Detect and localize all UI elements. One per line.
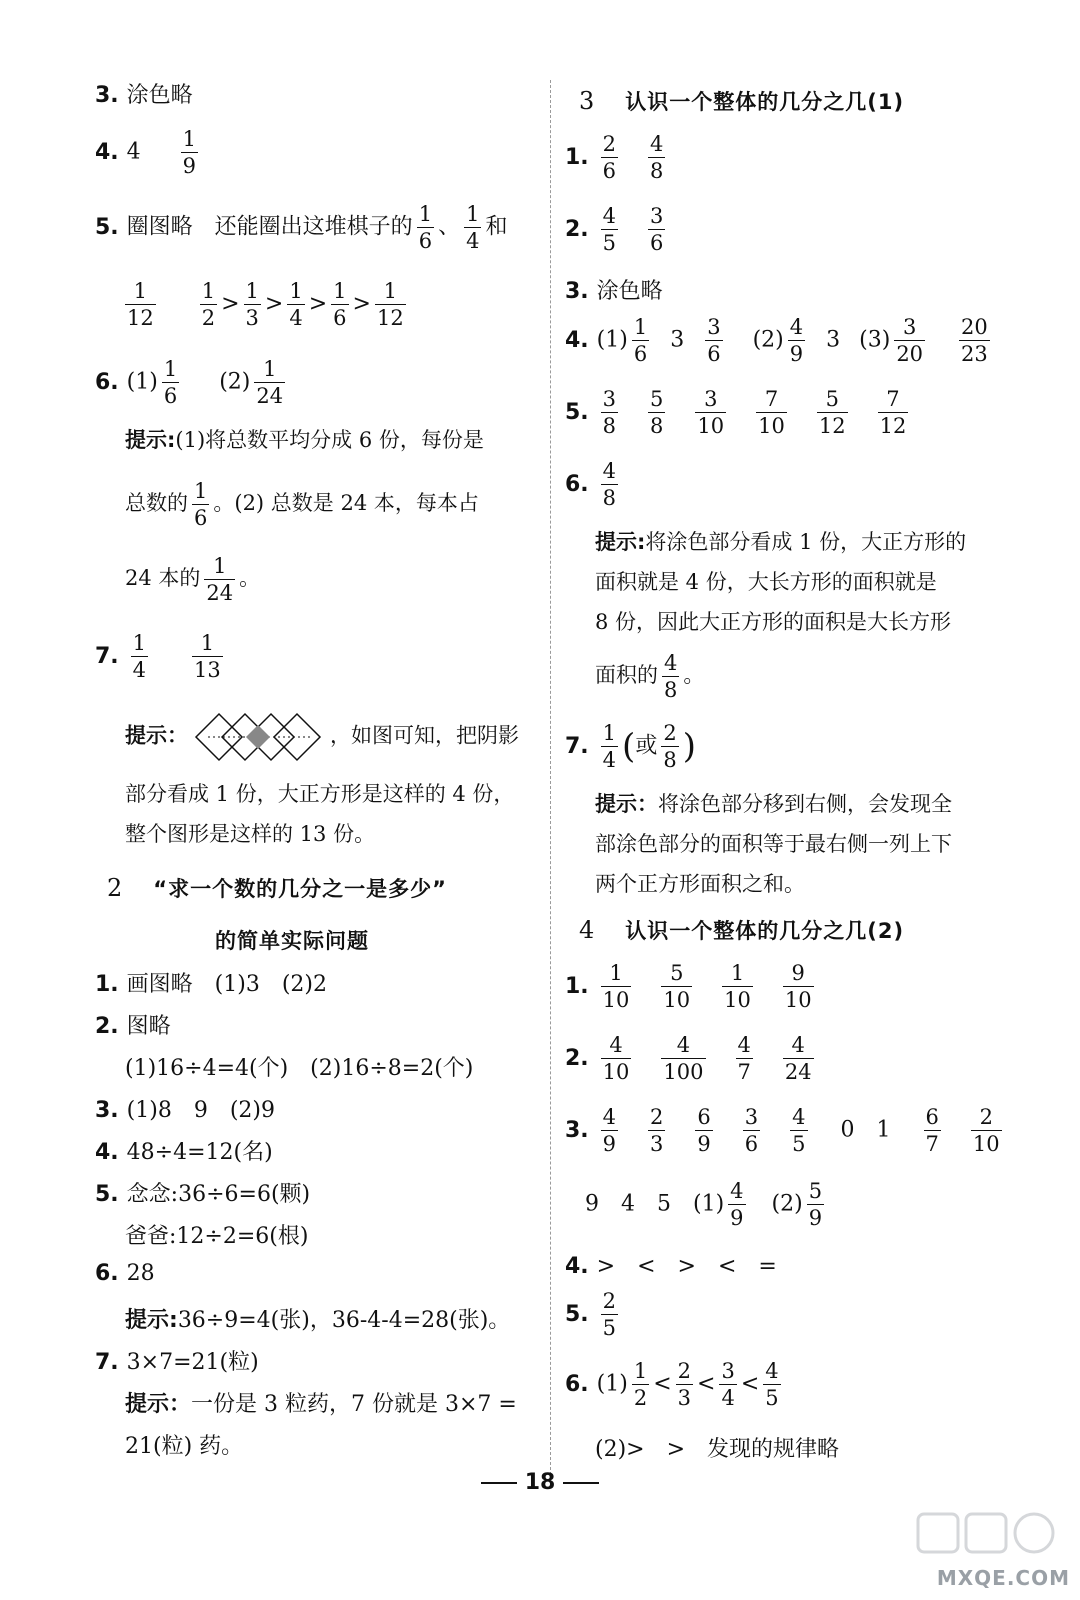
s3-answer-7-hint-line3: 两个正方形面积之和。: [595, 872, 805, 896]
fraction: $\frac{2}{3}$: [650, 1105, 664, 1157]
fraction: $\frac{1}{12}$: [376, 279, 404, 331]
fraction: $\frac{4}{5}$: [602, 204, 617, 256]
fraction: $\frac{1}{6}$: [418, 202, 433, 254]
fraction: $\frac{4}{9}$: [602, 1105, 617, 1157]
watermark-text: MXQE.COM: [936, 1566, 1070, 1590]
s2-answer-3: 3. (1)8 9 (2)9: [95, 1098, 275, 1123]
answer-5-line2: $\frac{1}{12}$ $\frac{1}{2}$ > $\frac{1}{3}$ > $\frac{1}{4}$ > $\frac{1}{6}$ > $\frac{1}{12}$: [127, 279, 404, 331]
fraction: $\frac{1}{4}$: [466, 202, 480, 254]
answer-7-hint-line2: 部分看成 1 份，大正方形是这样的 4 份，: [125, 782, 515, 806]
answer-4: 4. 4 $\frac{1}{9}$: [95, 127, 197, 179]
s2-answer-6: 6. 28: [95, 1261, 155, 1286]
s3-answer-1: 1. $\frac{2}{6}$ $\frac{4}{8}$: [565, 132, 664, 184]
section-4-heading: 4 认识一个整体的几分之几(2): [579, 916, 905, 944]
fraction: $\frac{4}{24}$: [784, 1033, 812, 1085]
s3-answer-6-hint-line2: 面积就是 4 份，大长方形的面积就是: [595, 570, 937, 594]
s3-answer-6-hint-line3: 8 份，因此大正方形的面积是大长方形: [595, 610, 952, 634]
fraction: $\frac{5}{8}$: [650, 387, 664, 439]
fraction: $\frac{5}{12}$: [818, 387, 846, 439]
s3-answer-6-hint: 提示:将涂色部分看成 1 份，大正方形的: [595, 530, 967, 554]
fraction: $\frac{1}{2}$: [633, 1359, 648, 1411]
s3-answer-7: 7. $\frac{1}{4}$ (或 $\frac{2}{8}$ ): [565, 721, 696, 773]
fraction: $\frac{4}{9}$: [789, 315, 804, 367]
s2-answer-7-hint: 提示：一份是 3 粒药，7 份就是 3×7 =: [125, 1392, 517, 1417]
fraction: $\frac{3}{8}$: [602, 387, 617, 439]
answer-5: 5. 圈图略 还能圈出这堆棋子的 $\frac{1}{6}$ 、 $\frac{1}{4}$ 和: [95, 202, 508, 254]
s4-answer-5: 5. $\frac{2}{5}$: [565, 1289, 617, 1341]
section-2-heading: 2 “求一个数的几分之一是多少”: [107, 874, 447, 902]
fraction: $\frac{3}{10}$: [697, 387, 725, 439]
fraction: $\frac{1}{12}$: [127, 279, 154, 331]
s2-answer-5-sub: 爸爸:12÷2=6(根): [125, 1224, 309, 1249]
fraction: $\frac{3}{6}$: [707, 315, 721, 367]
fraction: $\frac{1}{10}$: [602, 961, 630, 1013]
answer-6-hint: 提示:(1)将总数平均分成 6 份，每份是: [125, 428, 484, 452]
answer-7-hint: 提示： ，如图可知，把阴影: [125, 712, 519, 762]
fraction: $\frac{7}{10}$: [758, 387, 785, 439]
fraction: $\frac{1}{13}$: [194, 631, 221, 683]
section-3-heading: 3 认识一个整体的几分之几(1): [579, 87, 905, 115]
fraction: $\frac{1}{4}$: [132, 631, 147, 683]
fraction: $\frac{2}{8}$: [663, 721, 677, 773]
s3-answer-3: 3. 涂色略: [565, 279, 663, 304]
fraction: $\frac{1}{10}$: [724, 961, 751, 1013]
answer-7: 7. $\frac{1}{4}$ $\frac{1}{13}$: [95, 631, 221, 683]
fraction: $\frac{7}{12}$: [879, 387, 907, 439]
fraction: $\frac{4}{5}$: [792, 1105, 806, 1157]
s2-answer-5: 5. 念念:36÷6=6(颗): [95, 1182, 311, 1207]
fraction: $\frac{1}{24}$: [256, 357, 284, 409]
s3-answer-4: 4. (1) $\frac{1}{6}$ 3 $\frac{3}{6}$ (2) $\frac{4}{9}$ 3 (3) $\frac{3}{20}$ $\frac{20}{23}$: [565, 315, 988, 367]
fraction: $\frac{1}{2}$: [201, 279, 216, 331]
fraction: $\frac{6}{7}$: [925, 1105, 939, 1157]
s2-answer-2: 2. 图略: [95, 1014, 171, 1039]
fraction: $\frac{3}{6}$: [650, 204, 664, 256]
s2-answer-7: 7. 3×7=21(粒): [95, 1350, 259, 1375]
fraction: $\frac{1}{6}$: [163, 357, 178, 409]
fraction: $\frac{4}{100}$: [663, 1033, 704, 1085]
s2-answer-4: 4. 48÷4=12(名): [95, 1140, 273, 1165]
fraction: $\frac{2}{6}$: [602, 132, 617, 184]
fraction: $\frac{4}{8}$: [650, 132, 664, 184]
s4-answer-3: 3. $\frac{4}{9}$ $\frac{2}{3}$ $\frac{6}{9}$ $\frac{3}{6}$ $\frac{4}{5}$ 0 1 $\frac{6}{7}$ $\frac{2}{10}$: [565, 1105, 1000, 1157]
answer-7-hint-line3: 整个图形是这样的 13 份。: [125, 822, 376, 846]
fraction: $\frac{1}{6}$: [194, 479, 208, 531]
s3-answer-6-hint-line4: 面积的 $\frac{4}{8}$ 。: [595, 651, 705, 703]
s4-answer-2: 2. $\frac{4}{10}$ $\frac{4}{100}$ $\frac{4}{7}$ $\frac{4}{24}$: [565, 1033, 812, 1085]
fraction: $\frac{2}{3}$: [677, 1359, 692, 1411]
s2-answer-6-hint: 提示:36÷9=4(张)，36-4-4=28(张)。: [125, 1308, 511, 1333]
fraction: $\frac{4}{7}$: [737, 1033, 751, 1085]
s4-answer-6-line2: (2)> > 发现的规律略: [595, 1437, 840, 1462]
fraction: $\frac{2}{10}$: [972, 1105, 1000, 1157]
fraction: $\frac{1}{3}$: [245, 279, 259, 331]
column-divider: [550, 80, 551, 1480]
fraction: $\frac{5}{9}$: [808, 1179, 823, 1231]
fraction: $\frac{1}{9}$: [182, 127, 197, 179]
fraction: $\frac{1}{4}$: [289, 279, 303, 331]
fraction: $\frac{4}{5}$: [765, 1359, 779, 1411]
section-2-heading-line2: 的简单实际问题: [215, 929, 369, 953]
fraction: $\frac{4}{8}$: [664, 651, 678, 703]
fraction: $\frac{2}{5}$: [602, 1289, 617, 1341]
fraction: $\frac{1}{6}$: [633, 315, 648, 367]
fraction: $\frac{1}{24}$: [206, 554, 234, 606]
fraction: $\frac{4}{10}$: [602, 1033, 630, 1085]
fraction: $\frac{3}{6}$: [744, 1105, 759, 1157]
s3-answer-7-hint: 提示：将涂色部分移到右侧，会发现全: [595, 792, 952, 816]
answer-6-hint-line3: 24 本的 $\frac{1}{24}$ 。: [125, 554, 261, 606]
s3-answer-2: 2. $\frac{4}{5}$ $\frac{3}{6}$: [565, 204, 664, 256]
s3-answer-6: 6. $\frac{4}{8}$: [565, 459, 617, 511]
fraction: $\frac{1}{4}$: [602, 721, 617, 773]
s4-answer-3-line2: 9 4 5 (1) $\frac{4}{9}$ (2) $\frac{5}{9}$: [585, 1179, 823, 1231]
answer-6-hint-line2: 总数的 $\frac{1}{6}$ 。(2) 总数是 24 本，每本占: [125, 479, 479, 531]
answer-3: 3. 涂色略: [95, 83, 193, 108]
fraction: $\frac{1}{6}$: [333, 279, 347, 331]
s2-answer-2-sub: (1)16÷4=4(个) (2)16÷8=2(个): [125, 1056, 474, 1081]
fraction: $\frac{4}{9}$: [730, 1179, 744, 1231]
fraction: $\frac{20}{23}$: [961, 315, 988, 367]
s2-answer-1: 1. 画图略 (1)3 (2)2: [95, 972, 327, 997]
s3-answer-7-hint-line2: 部涂色部分的面积等于最右侧一列上下: [595, 832, 952, 856]
diamond-figure: [194, 712, 324, 762]
fraction: $\frac{9}{10}$: [784, 961, 812, 1013]
fraction: $\frac{5}{10}$: [663, 961, 691, 1013]
fraction: $\frac{3}{20}$: [896, 315, 924, 367]
fraction: $\frac{3}{4}$: [721, 1359, 735, 1411]
s2-answer-7-hint-line2: 21(粒) 药。: [125, 1434, 244, 1459]
answer-6: 6. (1) $\frac{1}{6}$ (2) $\frac{1}{24}$: [95, 357, 284, 409]
page-number: 18: [0, 1470, 1080, 1495]
fraction: $\frac{6}{9}$: [697, 1105, 711, 1157]
s4-answer-1: 1. $\frac{1}{10}$ $\frac{5}{10}$ $\frac{1}{10}$ $\frac{9}{10}$: [565, 961, 812, 1013]
s4-answer-6: 6. (1) $\frac{1}{2}$ < $\frac{2}{3}$ < $\frac{3}{4}$ < $\frac{4}{5}$: [565, 1359, 779, 1411]
s4-answer-4: 4. > < > < =: [565, 1254, 777, 1279]
s3-answer-5: 5. $\frac{3}{8}$ $\frac{5}{8}$ $\frac{3}{10}$ $\frac{7}{10}$ $\frac{5}{12}$ $\frac{7}{12}$: [565, 387, 907, 439]
fraction: $\frac{4}{8}$: [602, 459, 617, 511]
